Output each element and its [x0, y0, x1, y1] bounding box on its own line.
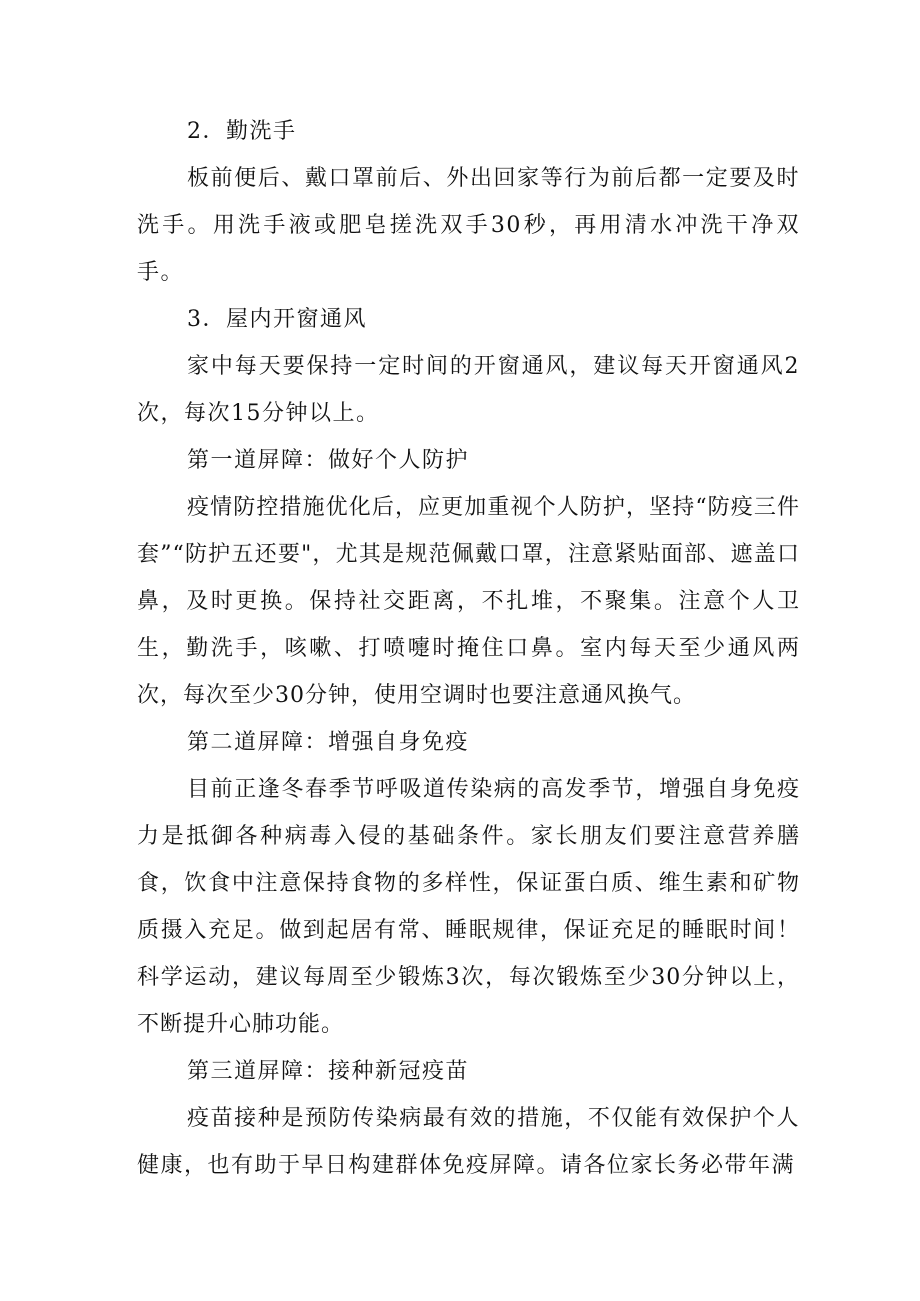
paragraph-hand-washing: 板前便后、戴口罩前后、外出回家等行为前后都一定要及时洗手。用洗手液或肥皂搓洗双手30秒，再用清水冲洗干净双手。 — [137, 166, 800, 285]
section-heading-barrier-three: 第三道屏障：接种新冠疫苗 — [187, 1059, 470, 1084]
section-heading-barrier-one: 第一道屏障：做好个人防护 — [187, 448, 470, 473]
section-heading-barrier-two: 第二道屏障：增强自身免疫 — [187, 730, 470, 755]
paragraph-barrier-two: 目前正逢冬春季节呼吸道传染病的高发季节，增强自身免疫力是抵御各种病毒入侵的基础条件。家长朋友们要注意营养膳食，饮食中注意保持食物的多样性，保证蛋白质、维生素和矿物质摄入充足。做到起居有常、睡眠规律，保证充足的睡眠时间！科学运动，建议每周至少锻炼3次，每次锻炼至少30分钟以上，不断提升心肺功能。 — [137, 777, 800, 1037]
paragraph-barrier-one: 疫情防控措施优化后，应更加重视个人防护，坚持“防疫三件套”“防护五还要"，尤其是规范佩戴口罩，注意紧贴面部、遮盖口鼻，及时更换。保持社交距离，不扎堆，不聚集。注意个人卫生，勤洗手，咳嗽、打喷嚏时掩住口鼻。室内每天至少通风两次，每次至少30分钟，使用空调时也要注意通风换气。 — [137, 495, 800, 708]
document-body — [137, 108, 800, 1189]
section-heading-ventilation: 3．屋内开窗通风 — [187, 307, 367, 332]
paragraph-ventilation: 家中每天要保持一定时间的开窗通风，建议每天开窗通风2次，每次15分钟以上。 — [137, 354, 800, 426]
section-heading-hand-washing: 2．勤洗手 — [187, 119, 297, 144]
paragraph-barrier-three: 疫苗接种是预防传染病最有效的措施，不仅能有效保护个人健康，也有助于早日构建群体免疫屏障。请各位家长务必带年满 — [137, 1106, 800, 1178]
